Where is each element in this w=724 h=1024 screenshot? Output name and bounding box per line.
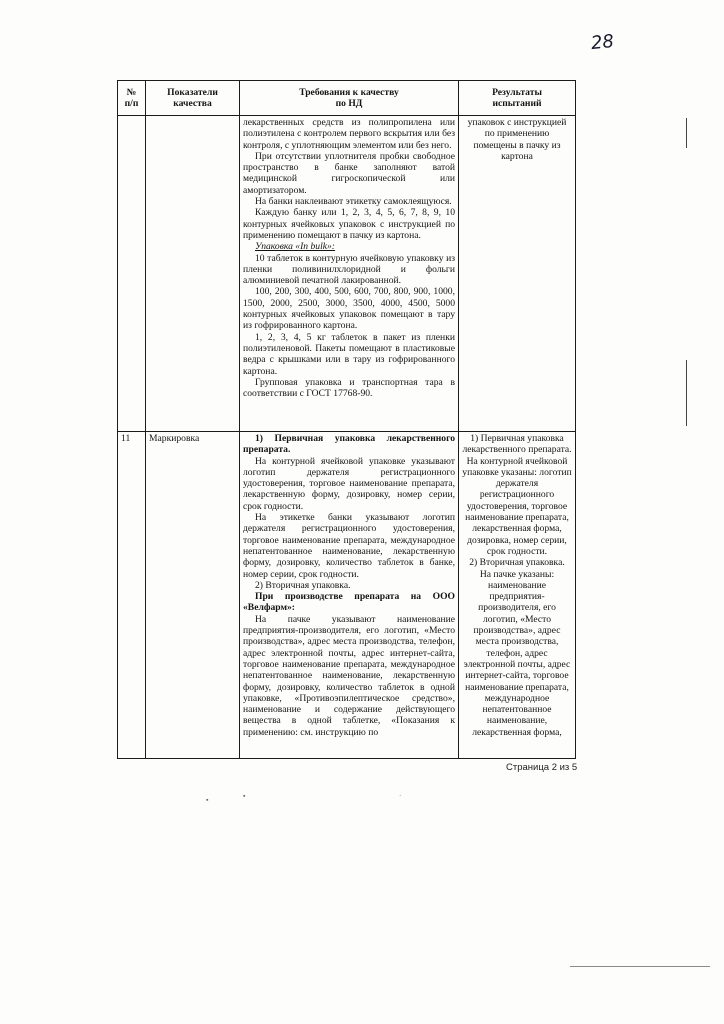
- quality-requirements-table: [117, 80, 576, 759]
- requirement-paragraph: На пачке указывают наименование предприятия-производителя, его логотип, «Место производства», адрес места производства, телефон, адрес электронной почты, адрес интернет-сайта, торговое наименование препарата, международное непатентованное наименование, лекарственную форму, дозировку, количество таблеток в одной упаковке, «Противоэпилептическое средство», наименование и содержание действующего вещества в одной таблетке, «Показания к применению: см. инструкцию по: [243, 613, 455, 738]
- header-number: № п/п: [118, 81, 146, 116]
- scan-edge-line: [570, 966, 710, 967]
- header-requirements: Требования к качеству по НД: [240, 81, 459, 116]
- table-header-row: [118, 81, 576, 116]
- row-requirements-cell: [240, 116, 459, 432]
- result-paragraph: 2) Вторичная упаковка.: [469, 557, 565, 569]
- scan-speck: ·: [399, 792, 402, 800]
- header-indicator: Показатели качества: [146, 81, 240, 116]
- requirement-paragraph: 2) Вторичная упаковка.: [255, 579, 351, 591]
- requirement-paragraph: 1) Первичная упаковка лекарственного препарата.: [243, 433, 455, 456]
- requirement-paragraph: На этикетке банки указывают логотип держателя регистрационного удостоверения, торговое наименование препарата, международное непатентованное наименование, лекарственную форму, дозировку, количество таблеток в банке, номер серии, срок годности.: [243, 512, 455, 580]
- scan-edge-mark: [686, 360, 687, 426]
- requirement-paragraph: На контурной ячейковой упаковке указывают логотип держателя регистрационного удостоверения, торговое наименование препарата, лекарственную форму, дозировку, номер серии, срок годности.: [243, 455, 455, 512]
- table-row-marking: [118, 432, 576, 759]
- requirement-paragraph: 10 таблеток в контурную ячейковую упаковку из пленки поливинилхлоридной и фольги алюминиевой печатной лакированной.: [243, 252, 455, 287]
- requirement-paragraph: При производстве препарата на ООО «Велфарм»:: [243, 591, 455, 614]
- requirement-paragraph: Каждую банку или 1, 2, 3, 4, 5, 6, 7, 8, 9, 10 контурных ячейковых упаковок с инструкцией по применению помещают в пачку из картона.: [243, 207, 455, 241]
- row-requirements-cell: [240, 432, 459, 759]
- result-paragraph: На пачке указаны: наименование предприятия-производителя, его логотип, «Место производства», адрес места производства, телефон, адрес электронной почты, адрес интернет-сайта, торговое наименование препарата, международное непатентованное наименование, лекарственная форма,: [463, 568, 571, 738]
- row-results-cell: [459, 432, 576, 759]
- row-indicator-cell: Маркировка: [146, 432, 240, 759]
- page-counter: Страница 2 из 5: [506, 762, 578, 773]
- scan-speck: ▪: [206, 796, 209, 804]
- row-results-cell: [459, 116, 576, 432]
- result-paragraph: 1) Первичная упаковка лекарственного препарата.: [462, 433, 572, 456]
- scan-edge-mark: [686, 118, 687, 148]
- requirement-paragraph: 100, 200, 300, 400, 500, 600, 700, 800, 900, 1000, 1500, 2000, 2500, 3000, 3500, 4000, 4500, 5000 контурных ячейковых упаковок помещают в тару из гофрированного картона.: [243, 286, 455, 332]
- requirement-paragraph: При отсутствии уплотнителя пробки свободное пространство в банке заполняют ватой медицинской гигроскопической или амортизатором.: [243, 150, 455, 196]
- requirement-paragraph: Упаковка «In bulk»:: [255, 241, 336, 253]
- table-row-packaging-continued: [118, 116, 576, 432]
- row-indicator-cell: [146, 116, 240, 432]
- requirement-paragraph: На банки наклеивают этикетку самоклеящуюся.: [255, 196, 452, 208]
- result-paragraph: На контурной ячейковой упаковке указаны: логотип держателя регистрационного удостоверения, торговое наименование препарата, лекарственная форма, дозировка, номер серии, срок годности.: [462, 455, 572, 557]
- handwritten-page-number: 28: [589, 30, 615, 55]
- scan-speck: ▪: [243, 792, 246, 800]
- requirement-paragraph: лекарственных средств из полипропилена или полиэтилена с контролем первого вскрытия или без контроля, с уплотняющим элементом или без него.: [243, 117, 455, 151]
- header-results: Результаты испытаний: [459, 81, 576, 116]
- requirement-paragraph: Групповая упаковка и транспортная тара в соответствии с ГОСТ 17768-90.: [243, 376, 455, 400]
- row-number-cell: [118, 116, 146, 432]
- row-number-cell: 11: [118, 432, 146, 759]
- result-paragraph: упаковок с инструкцией по применению помещены в пачку из картона: [467, 117, 567, 162]
- requirement-paragraph: 1, 2, 3, 4, 5 кг таблеток в пакет из пленки полиэтиленовой. Пакеты помещают в пластиковые ведра с крышками или в тару из гофрированного картона.: [243, 331, 455, 377]
